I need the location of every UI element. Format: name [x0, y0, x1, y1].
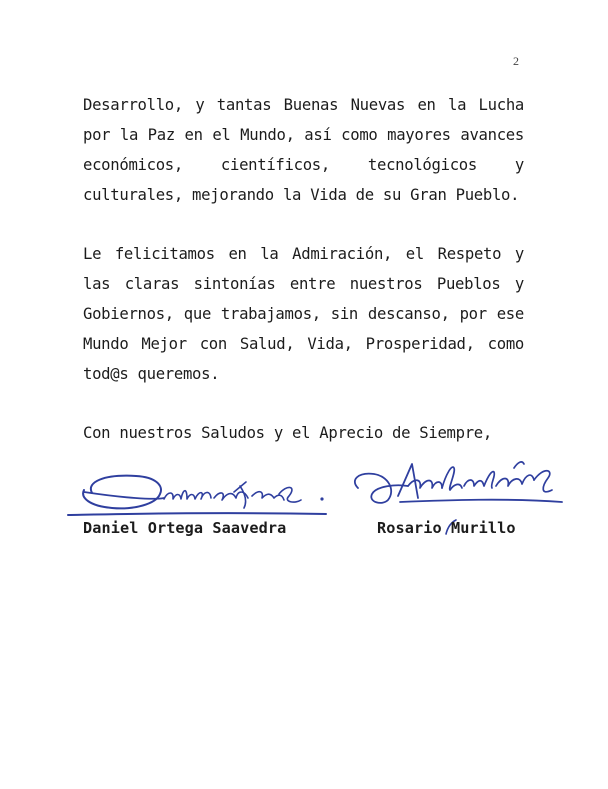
body-paragraph-1: Desarrollo, y tantas Buenas Nuevas en la Lucha por la Paz en el Mundo, así como mayores avances económicos, científicos, tecnológicos y culturales, mejorando la Vida de su Gran Pueblo.: [83, 96, 524, 204]
body-paragraph-2: Le felicitamos en la Admiración, el Respeto y las claras sintonías entre nuestros Pueblos y Gobiernos, que trabajamos, sin descanso, por ese Mundo Mejor con Salud, Vida, Prosperidad, como tod@s queremos.: [83, 245, 524, 383]
signature-daniel-ortega: [64, 462, 336, 524]
signer-name-2: Rosario Murillo: [377, 519, 516, 537]
page-number: 2: [513, 54, 519, 68]
closing-salutation: Con nuestros Saludos y el Aprecio de Siempre,: [83, 424, 492, 442]
signer-name-1: Daniel Ortega Saavedra: [83, 519, 287, 537]
